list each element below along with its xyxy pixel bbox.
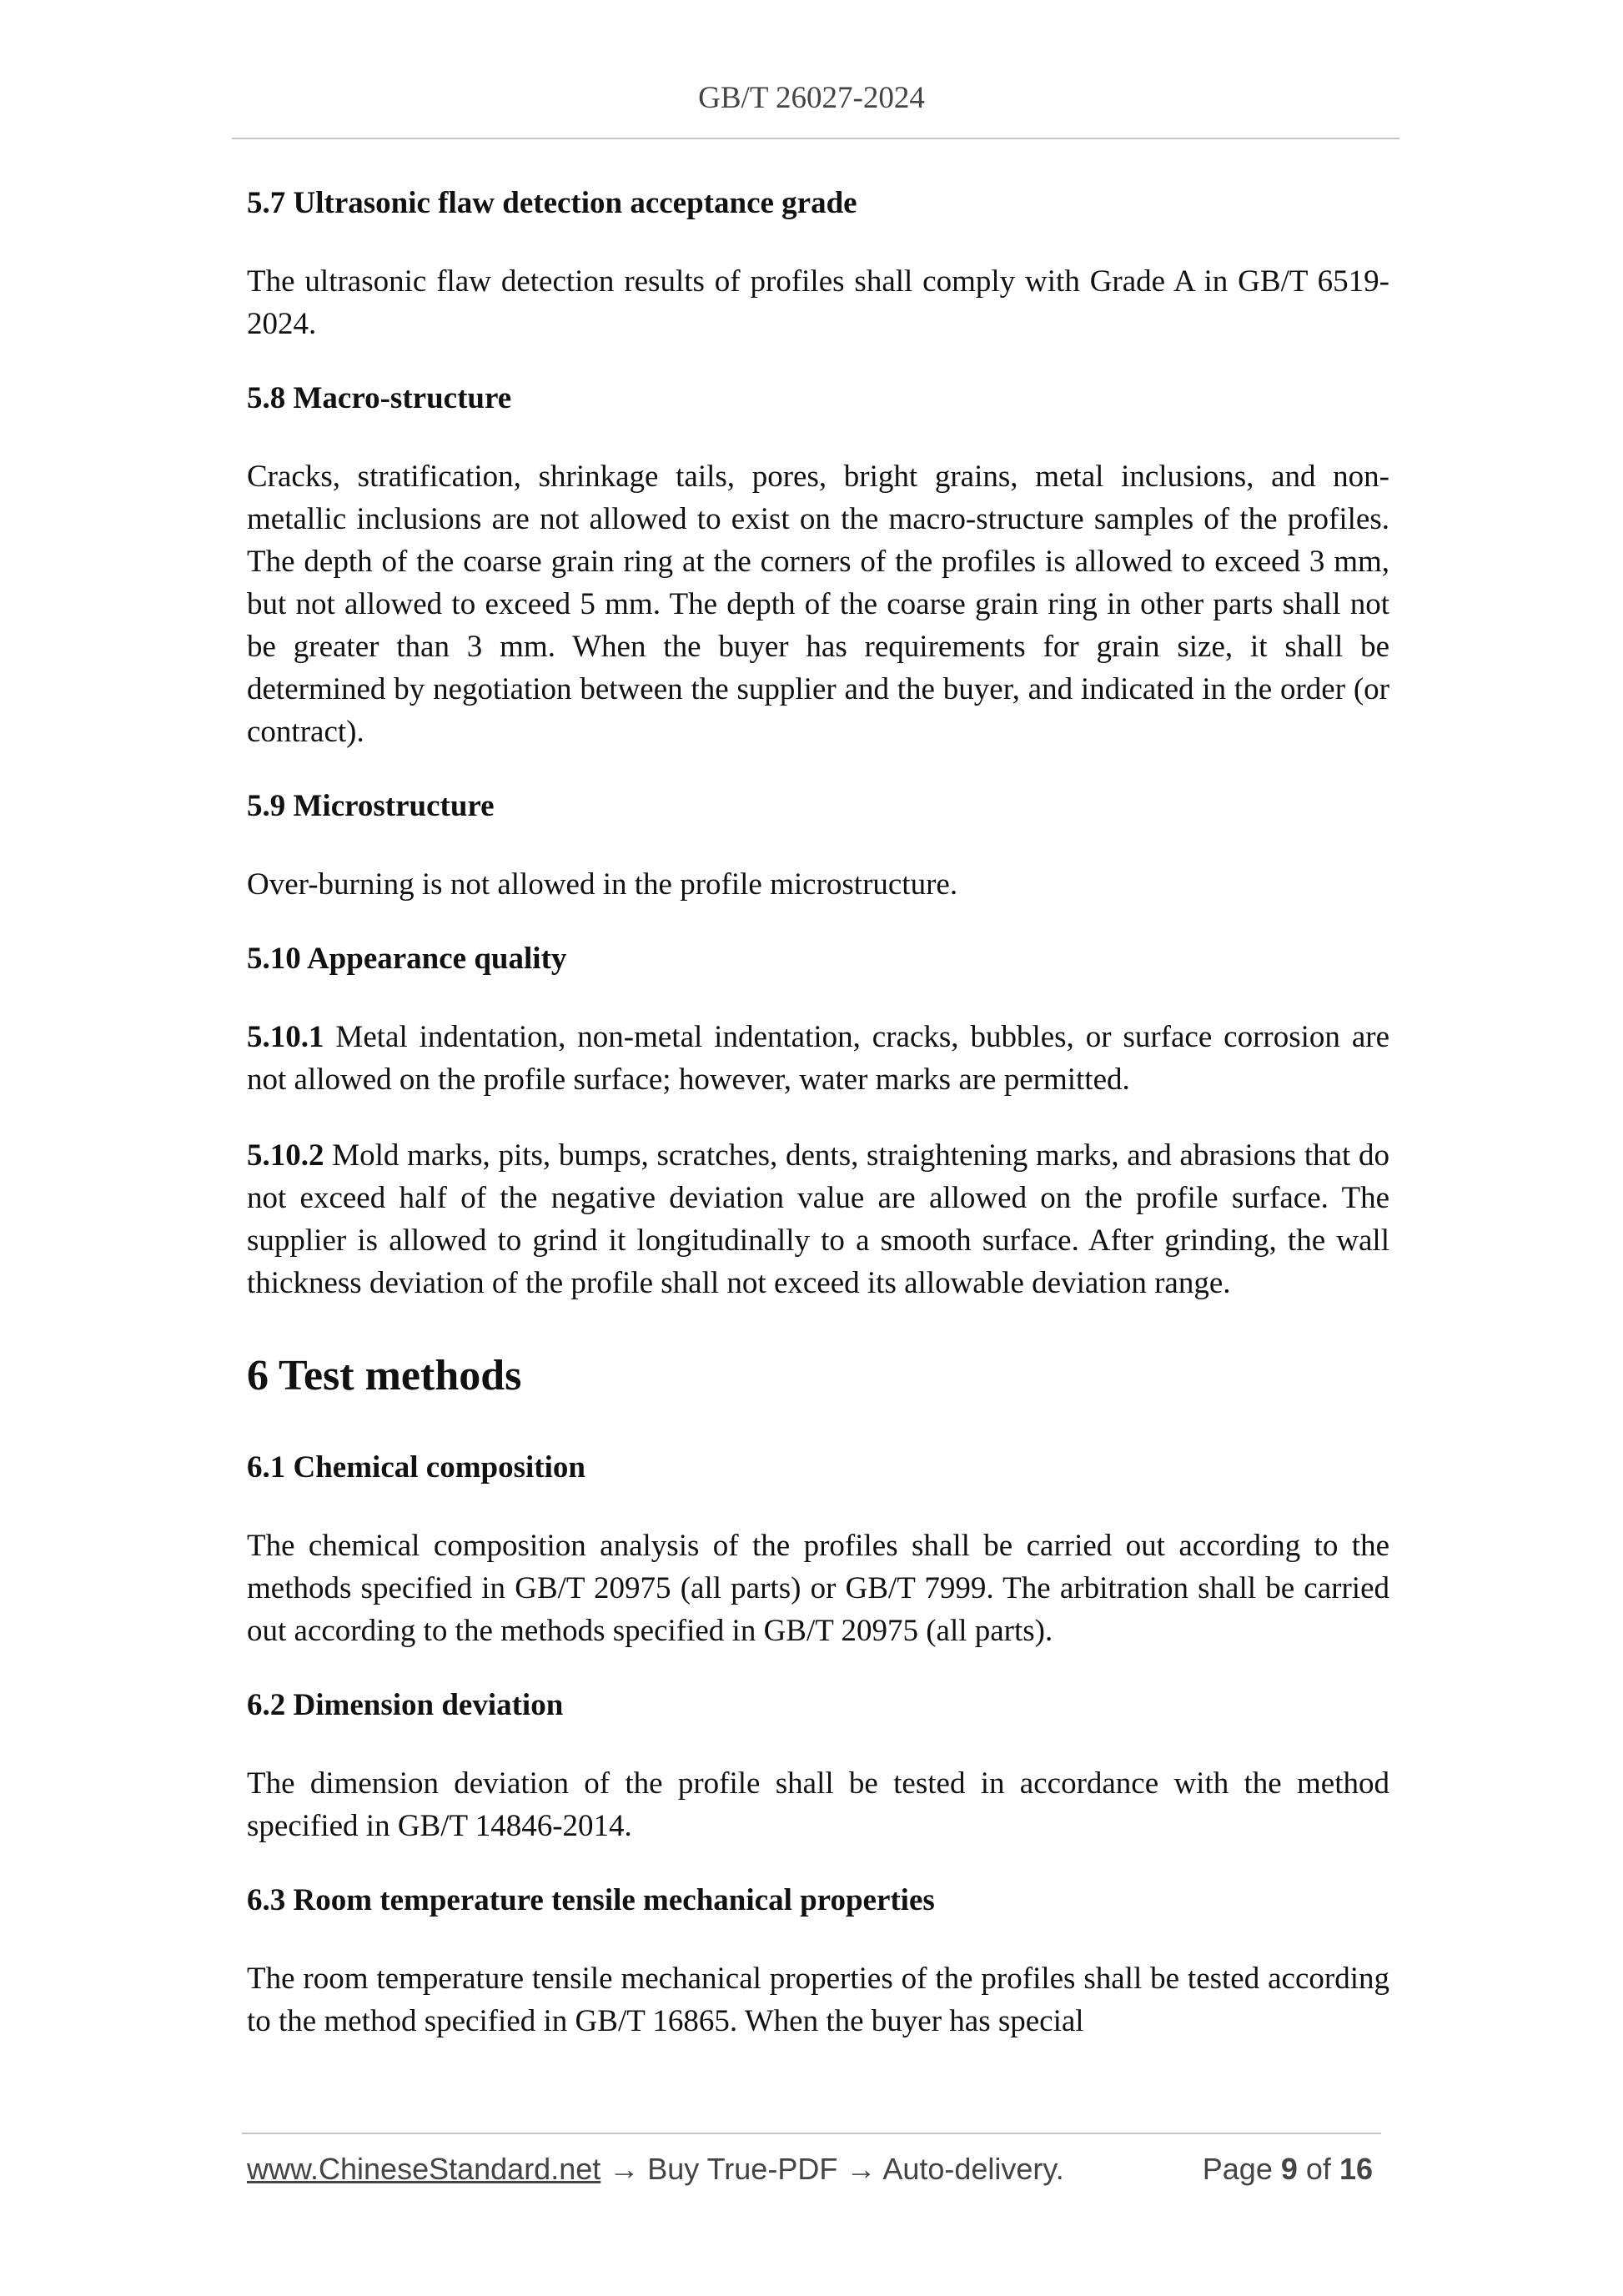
clause-heading-5-7: 5.7 Ultrasonic flaw detection acceptance grade	[247, 186, 857, 220]
clause-5-10-1	[247, 1016, 1389, 1101]
clause-heading-6-3: 6.3 Room temperature tensile mechanical properties	[247, 1883, 935, 1917]
page-body	[247, 167, 1389, 2076]
clause-number: 5.10.2	[247, 1138, 324, 1173]
clause-text-6-3: The room temperature tensile mechanical properties of the profiles shall be tested according to the method specified in GB/T 16865. When the buyer has special	[247, 1962, 1389, 2038]
clause-text-5-9: Over-burning is not allowed in the profile microstructure.	[247, 867, 958, 902]
website-link[interactable]: www.ChineseStandard.net	[247, 2152, 601, 2186]
chapter-heading-6: 6 Test methods	[247, 1352, 522, 1399]
footer-promo: → Buy True-PDF → Auto-delivery.	[600, 2152, 1064, 2186]
clause-text-5-7: The ultrasonic flaw detection results of profiles shall comply with Grade A in GB/T 6519-2024.	[247, 264, 1389, 341]
clause-text-5-8: Cracks, stratification, shrinkage tails, pores, bright grains, metal inclusions, and non-metallic inclusions are not allowed to exist on the macro-structure samples of the profiles. The depth of the coarse grain ring at the corners of the profiles is allowed to exceed 3 mm, but not allowed to exceed 5 mm. The depth of the coarse grain ring in other parts shall not be greater than 3 mm. When the buyer has requirements for grain size, it shall be determined by negotiation between the supplier and the buyer, and indicated in the order (or contract).	[247, 460, 1389, 749]
clause-number: 5.10.1	[247, 1020, 324, 1054]
page-footer	[247, 2152, 1373, 2187]
clause-heading-5-10: 5.10 Appearance quality	[247, 942, 567, 976]
clause-heading-6-1: 6.1 Chemical composition	[247, 1450, 585, 1485]
of-word: of	[1305, 2152, 1331, 2186]
clause-text: Metal indentation, non-metal indentation, cracks, bubbles, or surface corrosion are not allowed on the profile surface; however, water marks are permitted.	[247, 1020, 1389, 1097]
page-word: Page	[1202, 2152, 1273, 2186]
running-header: GB/T 26027-2024	[698, 81, 925, 115]
page-total: 16	[1339, 2152, 1373, 2186]
clause-heading-5-9: 5.9 Microstructure	[247, 789, 495, 823]
clause-5-10-2	[247, 1134, 1389, 1304]
footer-divider	[242, 2133, 1381, 2134]
clause-text: Mold marks, pits, bumps, scratches, dents, straightening marks, and abrasions that do not exceed half of the negative deviation value are allowed on the profile surface. The supplier is allowed to grind it longitudinally to a smooth surface. After grinding, the wall thickness deviation of the profile shall not exceed its allowable deviation range.	[247, 1138, 1390, 1300]
clause-heading-5-8: 5.8 Macro-structure	[247, 381, 512, 415]
clause-text-6-1: The chemical composition analysis of the profiles shall be carried out according to the methods specified in GB/T 20975 (all parts) or GB/T 7999. The arbitration shall be carried out according to the methods specified in GB/T 20975 (all parts).	[247, 1529, 1389, 1648]
header-divider	[232, 138, 1399, 139]
page-current: 9	[1280, 2152, 1298, 2186]
page-indicator	[1203, 2152, 1373, 2187]
clause-heading-6-2: 6.2 Dimension deviation	[247, 1688, 564, 1722]
clause-text-6-2: The dimension deviation of the profile shall be tested in accordance with the method specified in GB/T 14846-2014.	[247, 1766, 1389, 1843]
